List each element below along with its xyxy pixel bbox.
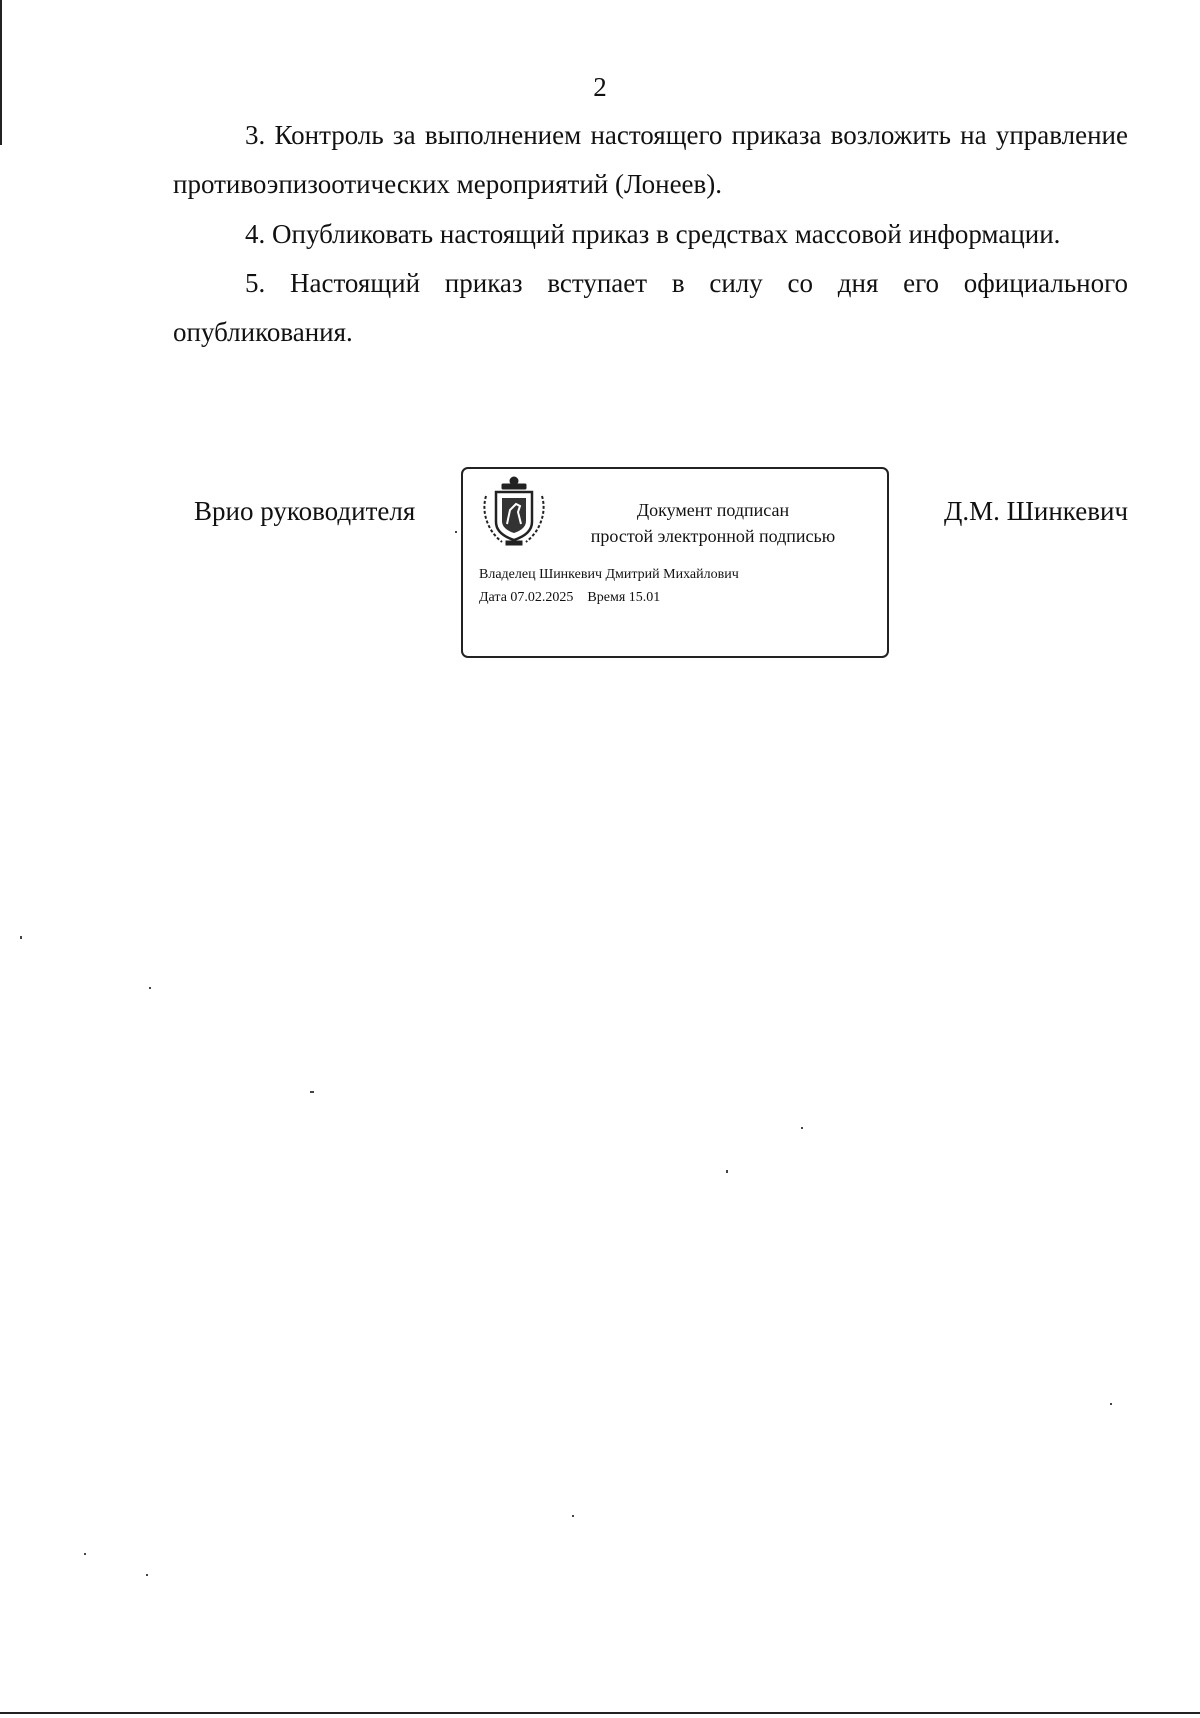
scan-edge-bottom [0,1712,1200,1714]
scan-speck [149,987,151,989]
scan-speck [84,1553,86,1555]
scan-speck [726,1170,728,1173]
stamp-date: Дата 07.02.2025 [479,590,574,605]
stamp-date-time [479,590,660,606]
scan-speck [146,1574,148,1576]
scan-speck [455,531,457,533]
e-signature-stamp [461,467,889,658]
scan-speck [801,1127,803,1129]
stamp-owner: Владелец Шинкевич Дмитрий Михайлович [479,567,739,582]
scan-speck [1110,1403,1112,1405]
page-number: 2 [593,72,607,102]
scan-speck [572,1515,574,1517]
scan-speck [20,936,22,939]
stamp-time: Время 15.01 [587,590,661,605]
coat-of-arms-icon [480,474,548,548]
scan-speck [310,1091,314,1093]
stamp-title-line1: Документ подписан [636,500,790,520]
paragraph-3: 3. Контроль за выполнением настоящего приказа возложить на управление противоэпизоотических мероприятий (Лонеев). [173,120,1128,199]
stamp-title-line2: простой электронной подписью [590,526,836,546]
signatory-role: Врио руководителя [194,496,416,526]
paragraph-5: 5. Настоящий приказ вступает в силу со дня его официального опубликования. [173,268,1128,347]
signatory-name: Д.М. Шинкевич [944,496,1129,526]
paragraph-4: 4. Опубликовать настоящий приказ в средствах массовой информации. [245,219,1061,249]
